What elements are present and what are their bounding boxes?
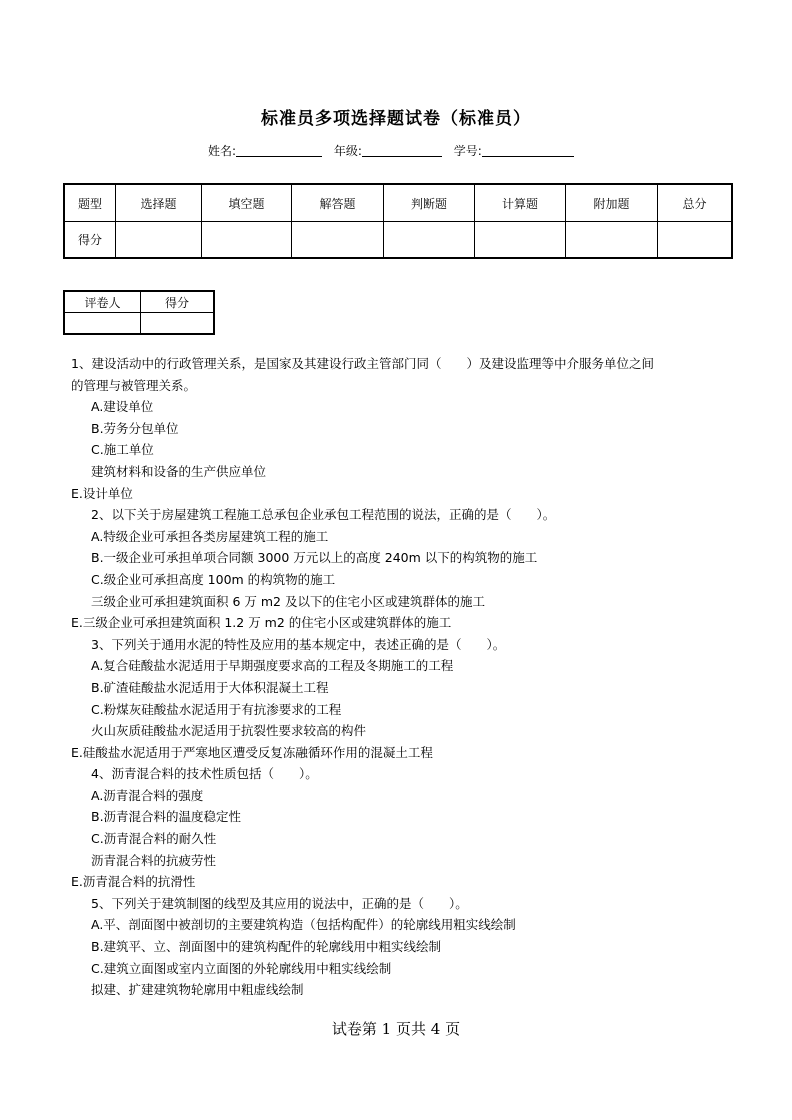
score-header-cell: 附加题 bbox=[566, 184, 658, 222]
question-line: A.沥青混合料的强度 bbox=[91, 787, 204, 803]
question-line: 三级企业可承担建筑面积 6 万 m2 及以下的住宅小区或建筑群体的施工 bbox=[91, 593, 485, 609]
score-cell[interactable] bbox=[384, 222, 475, 259]
score-cell[interactable] bbox=[116, 222, 202, 259]
score-cell[interactable] bbox=[202, 222, 292, 259]
score-header-row bbox=[64, 184, 732, 222]
score-row-label: 得分 bbox=[64, 222, 116, 259]
question-line: B.沥青混合料的温度稳定性 bbox=[91, 809, 242, 825]
grader-header-cell: 评卷人 bbox=[64, 291, 141, 313]
question-line: A.复合硅酸盐水泥适用于早期强度要求高的工程及冬期施工的工程 bbox=[91, 658, 454, 674]
name-blank bbox=[236, 143, 322, 157]
score-table bbox=[63, 183, 733, 259]
question-list bbox=[71, 353, 731, 1001]
student-info bbox=[208, 142, 574, 159]
grader-value-row bbox=[64, 313, 214, 335]
score-header-cell: 填空题 bbox=[202, 184, 292, 222]
grader-table bbox=[63, 290, 215, 335]
score-header-cell: 计算题 bbox=[475, 184, 566, 222]
id-label: 学号: bbox=[453, 144, 482, 158]
score-value-row bbox=[64, 222, 732, 259]
grader-header-row bbox=[64, 291, 214, 313]
question-line: 火山灰质硅酸盐水泥适用于抗裂性要求较高的构件 bbox=[91, 723, 367, 739]
score-cell[interactable] bbox=[475, 222, 566, 259]
question-line: 沥青混合料的抗疲劳性 bbox=[91, 852, 217, 868]
id-blank bbox=[482, 143, 574, 157]
question-line: A.特级企业可承担各类房屋建筑工程的施工 bbox=[91, 528, 329, 544]
question-line: B.矿渣硅酸盐水泥适用于大体积混凝土工程 bbox=[91, 679, 329, 695]
score-header-cell: 解答题 bbox=[292, 184, 384, 222]
question-line: C.建筑立面图或室内立面图的外轮廓线用中粗实线绘制 bbox=[91, 960, 392, 976]
question-line: C.施工单位 bbox=[91, 442, 154, 458]
question-line: 3、下列关于通用水泥的特性及应用的基本规定中，表述正确的是（ ）。 bbox=[91, 636, 506, 652]
score-header-cell: 判断题 bbox=[384, 184, 475, 222]
question-line: E.沥青混合料的抗滑性 bbox=[71, 874, 196, 890]
question-line: 1、建设活动中的行政管理关系，是国家及其建设行政主管部门同（ ）及建设监理等中介服务单位之间 bbox=[71, 356, 654, 371]
question-line: 4、沥青混合料的技术性质包括（ ）。 bbox=[91, 766, 318, 782]
question-line: B.一级企业可承担单项合同额 3000 万元以上的高度 240m 以下的构筑物的施工 bbox=[91, 550, 538, 566]
score-cell[interactable] bbox=[658, 222, 733, 259]
question-line: 建筑材料和设备的生产供应单位 bbox=[91, 463, 267, 479]
question-line: A.建设单位 bbox=[91, 399, 154, 415]
score-cell[interactable] bbox=[566, 222, 658, 259]
question-line: 2、以下关于房屋建筑工程施工总承包企业承包工程范围的说法，正确的是（ ）。 bbox=[91, 507, 556, 523]
question-line: E.设计单位 bbox=[71, 485, 133, 501]
question-line: A.平、剖面图中被剖切的主要建筑构造（包括构配件）的轮廓线用粗实线绘制 bbox=[91, 917, 516, 933]
question-line: E.硅酸盐水泥适用于严寒地区遭受反复冻融循环作用的混凝土工程 bbox=[71, 744, 433, 760]
grader-cell[interactable] bbox=[141, 313, 215, 335]
question-line: 5、下列关于建筑制图的线型及其应用的说法中，正确的是（ ）。 bbox=[91, 895, 468, 911]
question-line: C.级企业可承担高度 100m 的构筑物的施工 bbox=[91, 571, 336, 587]
score-header-cell: 选择题 bbox=[116, 184, 202, 222]
question-line: 拟建、扩建建筑物轮廓用中粗虚线绘制 bbox=[91, 982, 304, 998]
grade-blank bbox=[362, 143, 442, 157]
question-line: B.建筑平、立、剖面图中的建筑构配件的轮廓线用中粗实线绘制 bbox=[91, 939, 442, 955]
grader-header-cell: 得分 bbox=[141, 291, 215, 313]
name-label: 姓名: bbox=[208, 144, 237, 158]
question-line: C.沥青混合料的耐久性 bbox=[91, 831, 217, 847]
score-cell[interactable] bbox=[292, 222, 384, 259]
question-line: 的管理与被管理关系。 bbox=[71, 377, 197, 393]
page-footer: 试卷第 1 页共 4 页 bbox=[331, 1020, 461, 1038]
page-title: 标准员多项选择题试卷（标准员） bbox=[261, 109, 531, 129]
grade-label: 年级: bbox=[333, 144, 362, 158]
score-header-cell: 题型 bbox=[64, 184, 116, 222]
question-line: B.劳务分包单位 bbox=[91, 420, 179, 436]
question-line: E.三级企业可承担建筑面积 1.2 万 m2 的住宅小区或建筑群体的施工 bbox=[71, 615, 452, 631]
score-header-cell: 总分 bbox=[658, 184, 733, 222]
grader-cell[interactable] bbox=[64, 313, 141, 335]
question-line: C.粉煤灰硅酸盐水泥适用于有抗渗要求的工程 bbox=[91, 701, 342, 717]
